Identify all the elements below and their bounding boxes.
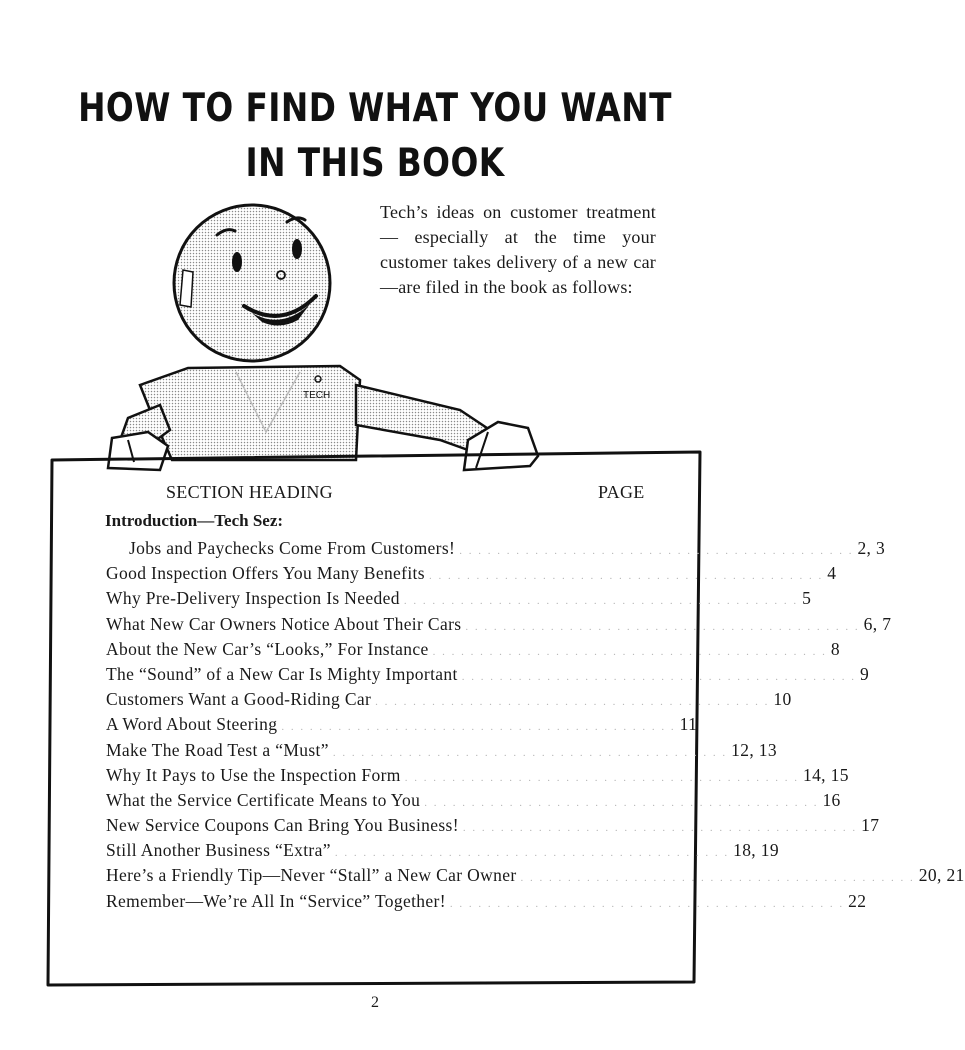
toc-entry (106, 638, 840, 664)
toc-entry (106, 789, 841, 815)
dot-leader: . . . . . . . . . . . . . . . . . . . . . . . . . . . . . . . . . . . . . . . . . . (404, 771, 799, 784)
toc-entry-page: 8 (830, 638, 840, 659)
intro-paragraph: Tech’s ideas on customer treatment — especially at the time your customer takes delivery of a new car—are filed in the book as follows: (380, 202, 656, 297)
toc-entry (106, 538, 886, 563)
toc-entry-page: 12, 13 (731, 739, 777, 760)
dot-leader: . . . . . . . . . . . . . . . . . . . . . . . . . . . . . . . . . . . . . . . . . . (449, 897, 845, 910)
mascot-badge: TECH (303, 390, 331, 401)
toc-entry (106, 890, 867, 916)
toc-entry-title: Customers Want a Good-Riding Car (106, 689, 372, 710)
toc-entry-page: 5 (802, 588, 812, 609)
section-heading-label: SECTION HEADING (166, 482, 333, 502)
toc-entry-title: A Word About Steering (106, 714, 278, 735)
toc-entry-title: What New Car Owners Notice About Their Cars (106, 613, 462, 634)
toc-entry (106, 663, 870, 689)
toc-entry (106, 689, 792, 714)
toc-entry-page: 6, 7 (863, 613, 892, 634)
table-of-contents (106, 538, 965, 916)
toc-entry-page: 17 (861, 815, 880, 836)
page-title-line-1: HOW TO FIND WHAT YOU WANT (78, 86, 672, 131)
toc-entry-title: Still Another Business “Extra” (106, 840, 331, 861)
toc-entry-page: 18, 19 (733, 840, 779, 861)
toc-entry-page: 2, 3 (857, 538, 886, 558)
toc-entry (106, 613, 892, 639)
toc-entry (106, 563, 837, 588)
toc-entry (106, 764, 849, 790)
toc-entry-title: Remember—We’re All In “Service” Together! (106, 890, 446, 911)
toc-entry (106, 714, 698, 739)
toc-entry-page: 4 (827, 563, 837, 584)
toc-entry-title: About the New Car’s “Looks,” For Instance (106, 638, 429, 659)
toc-entry-page: 9 (859, 663, 870, 684)
toc-entry-title: The “Sound” of a New Car Is Mighty Important (106, 663, 458, 684)
toc-entry-title: Why It Pays to Use the Inspection Form (106, 764, 401, 785)
dot-leader: . . . . . . . . . . . . . . . . . . . . . . . . . . . . . . . . . . . . . . . . . . (520, 872, 915, 885)
dot-leader: . . . . . . . . . . . . . . . . . . . . . . . . . . . . . . . . . . . . . . . . . . (461, 670, 856, 683)
dot-leader: . . . . . . . . . . . . . . . . . . . . . . . . . . . . . . . . . . . . . . . . . . (428, 570, 824, 583)
mascot-head (174, 205, 330, 361)
toc-entry-title: Why Pre-Delivery Inspection Is Needed (106, 588, 400, 609)
toc-entry-page: 14, 15 (802, 764, 849, 785)
dot-leader: . . . . . . . . . . . . . . . . . . . . . . . . . . . . . . . . . . . . . . . . . . (462, 822, 858, 835)
dot-leader: . . . . . . . . . . . . . . . . . . . . . . . . . . . . . . . . . . . . . . . . . . (375, 696, 770, 709)
toc-entry-title: New Service Coupons Can Bring You Business! (106, 815, 459, 836)
dot-leader: . . . . . . . . . . . . . . . . . . . . . . . . . . . . . . . . . . . . . . . . . . (281, 721, 676, 734)
toc-entry-page: 16 (822, 789, 841, 810)
toc-entry-title: Good Inspection Offers You Many Benefits (106, 563, 425, 584)
toc-entry (106, 588, 812, 613)
dot-leader: . . . . . . . . . . . . . . . . . . . . . . . . . . . . . . . . . . . . . . . . . . (424, 796, 819, 809)
toc-entry (106, 739, 777, 765)
page-title-line-2: IN THIS BOOK (245, 141, 505, 186)
toc-entry-page: 22 (848, 890, 867, 911)
dot-leader: . . . . . . . . . . . . . . . . . . . . . . . . . . . . . . . . . . . . . . . . . . (332, 746, 728, 759)
toc-entry (106, 865, 965, 890)
toc-entry-page: 10 (773, 689, 792, 710)
toc-entry-title: Make The Road Test a “Must” (106, 739, 329, 760)
toc-entry (106, 840, 779, 865)
dot-leader: . . . . . . . . . . . . . . . . . . . . . . . . . . . . . . . . . . . . . . . . . . (334, 847, 730, 860)
toc-entry-page: 11 (679, 714, 698, 735)
dot-leader: . . . . . . . . . . . . . . . . . . . . . . . . . . . . . . . . . . . . . . . . . . (432, 645, 827, 658)
toc-entry-title: Here’s a Friendly Tip—Never “Stall” a New Car Owner (106, 865, 517, 886)
toc-entry (106, 815, 880, 840)
toc-entry-page: 20, 21 (918, 865, 965, 886)
dot-leader: . . . . . . . . . . . . . . . . . . . . . . . . . . . . . . . . . . . . . . . . . . (459, 545, 854, 557)
toc-entry-title: Jobs and Paychecks Come From Customers! (129, 538, 456, 558)
page-number: 2 (371, 994, 379, 1011)
dot-leader: . . . . . . . . . . . . . . . . . . . . . . . . . . . . . . . . . . . . . . . . . . (465, 620, 860, 633)
dot-leader: . . . . . . . . . . . . . . . . . . . . . . . . . . . . . . . . . . . . . . . . . . (403, 595, 799, 608)
introduction-label: Introduction—Tech Sez: (105, 511, 284, 530)
toc-entry-title: What the Service Certificate Means to You (106, 789, 421, 810)
page-column-heading: PAGE (598, 482, 645, 502)
